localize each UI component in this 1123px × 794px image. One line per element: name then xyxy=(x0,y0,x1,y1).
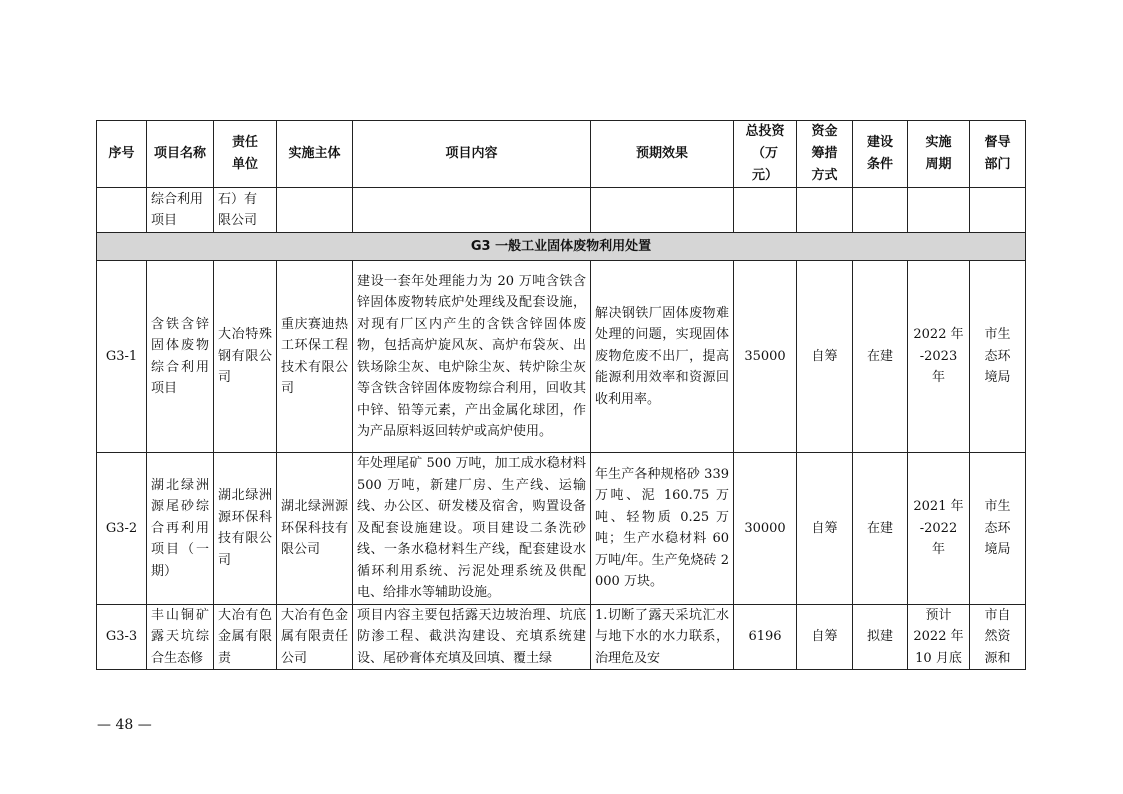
row-dept: 市自 然资 源和 xyxy=(970,604,1026,670)
table-row xyxy=(97,453,1026,605)
row-funding: 自筹 xyxy=(797,453,853,605)
continuation-row xyxy=(97,188,1026,233)
row-entity: 重庆赛迪热工环保工程技术有限公司 xyxy=(277,261,353,453)
row-entity: 湖北绿洲源环保科技有限公司 xyxy=(277,453,353,605)
row-period: 2021 年 -2022 年 xyxy=(908,453,970,605)
row-condition: 拟建 xyxy=(853,604,908,670)
cont-unit: 石）有 限公司 xyxy=(214,188,277,233)
header-period: 实施 周期 xyxy=(908,121,970,188)
row-content: 年处理尾矿 500 万吨，加工成水稳材料 500 万吨，新建厂房、生产线、运输线、办公区、研发楼及宿舍，购置设备及配套设施建设。项目建设二条洗砂线、一条水稳材料生产线，配套建设水循环利用系统、污泥处理系统及供配电、给排水等辅助设施。 xyxy=(353,453,591,605)
row-effect: 年生产各种规格砂 339 万吨、泥 160.75 万吨、轻物质 0.25 万吨；生产水稳材料 60 万吨/年。生产免烧砖 2000 万块。 xyxy=(591,453,734,605)
row-investment: 35000 xyxy=(734,261,797,453)
row-investment: 6196 xyxy=(734,604,797,670)
row-investment: 30000 xyxy=(734,453,797,605)
header-condition: 建设 条件 xyxy=(853,121,908,188)
row-content: 建设一套年处理能力为 20 万吨含铁含锌固体废物转底炉处理线及配套设施，对现有厂区内产生的含铁含锌固体废物，包括高炉旋风灰、高炉布袋灰、出铁场除尘灰、电炉除尘灰、转炉除尘灰等含铁含锌固体废物综合利用，回收其中锌、铅等元素，产出金属化球团，作为产品原料返回转炉或高炉使用。 xyxy=(353,261,591,453)
page-number: — 48 — xyxy=(97,717,152,733)
header-content: 项目内容 xyxy=(353,121,591,188)
cont-name: 综合利用 项目 xyxy=(147,188,214,233)
header-funding: 资金 筹措 方式 xyxy=(797,121,853,188)
row-unit: 湖北绿洲源环保科技有限公司 xyxy=(214,453,277,605)
row-funding: 自筹 xyxy=(797,604,853,670)
row-seq: G3-2 xyxy=(97,453,147,605)
row-unit: 大冶特殊钢有限公司 xyxy=(214,261,277,453)
row-seq: G3-1 xyxy=(97,261,147,453)
section-title: G3 一般工业固体废物利用处置 xyxy=(97,233,1026,261)
table-row xyxy=(97,261,1026,453)
row-dept: 市生 态环 境局 xyxy=(970,453,1026,605)
row-condition: 在建 xyxy=(853,453,908,605)
project-table xyxy=(96,120,1026,670)
header-entity: 实施主体 xyxy=(277,121,353,188)
row-dept: 市生 态环 境局 xyxy=(970,261,1026,453)
section-row xyxy=(97,233,1026,261)
row-entity: 大冶有色金属有限责任公司 xyxy=(277,604,353,670)
row-seq: G3-3 xyxy=(97,604,147,670)
table-row xyxy=(97,604,1026,670)
row-name: 丰山铜矿露天坑综合生态修 xyxy=(147,604,214,670)
row-effect: 解决钢铁厂固体废物难处理的问题，实现固体废物危废不出厂，提高能源利用效率和资源回收利用率。 xyxy=(591,261,734,453)
row-period: 2022 年 -2023 年 xyxy=(908,261,970,453)
header-name: 项目名称 xyxy=(147,121,214,188)
header-investment: 总投资 （万 元） xyxy=(734,121,797,188)
header-dept: 督导 部门 xyxy=(970,121,1026,188)
row-name: 含铁含锌固体废物综合利用项目 xyxy=(147,261,214,453)
row-effect: 1.切断了露天采坑汇水与地下水的水力联系，治理危及安 xyxy=(591,604,734,670)
row-condition: 在建 xyxy=(853,261,908,453)
row-period: 预计 2022 年 10 月底 xyxy=(908,604,970,670)
header-effect: 预期效果 xyxy=(591,121,734,188)
header-unit: 责任 单位 xyxy=(214,121,277,188)
header-seq: 序号 xyxy=(97,121,147,188)
row-name: 湖北绿洲源尾砂综合再利用项目（一期） xyxy=(147,453,214,605)
row-unit: 大冶有色金属有限责 xyxy=(214,604,277,670)
row-content: 项目内容主要包括露天边坡治理、坑底防渗工程、截洪沟建设、充填系统建设、尾砂膏体充填及回填、覆土绿 xyxy=(353,604,591,670)
row-funding: 自筹 xyxy=(797,261,853,453)
header-row xyxy=(97,121,1026,188)
